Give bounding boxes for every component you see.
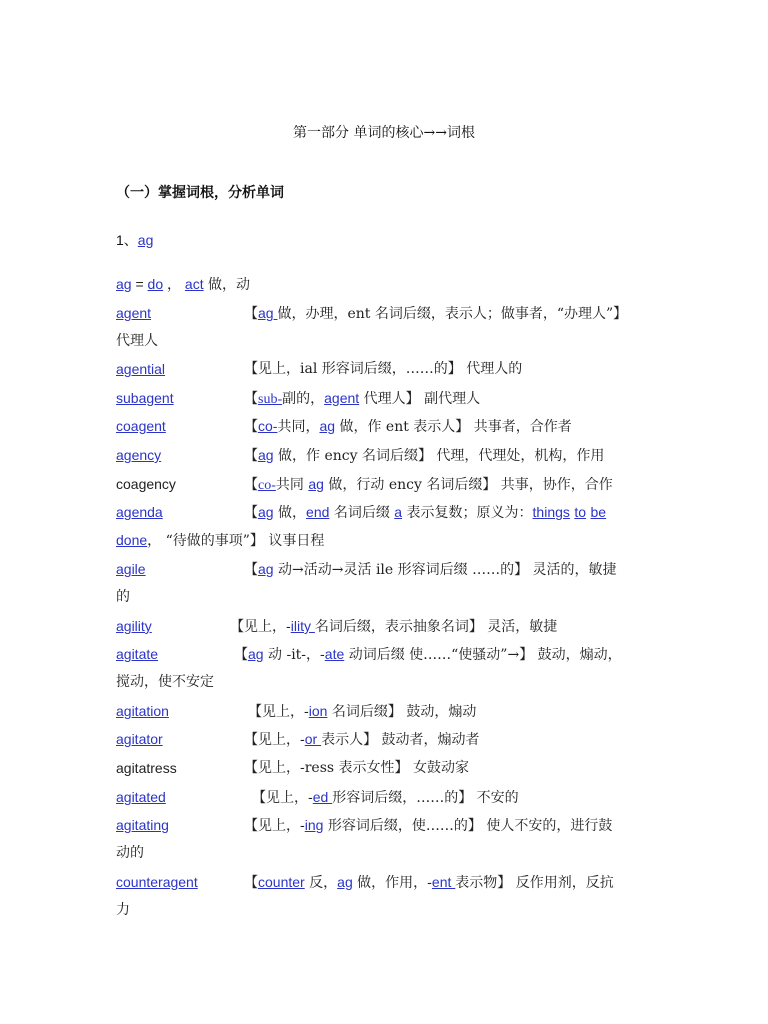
entry-agitation bbox=[116, 701, 477, 722]
ref-link[interactable]: ag bbox=[319, 418, 336, 434]
def-text: 【 bbox=[244, 875, 258, 891]
entry-continuation: 力 bbox=[116, 902, 130, 918]
def-text: 做，作用，- bbox=[352, 875, 432, 891]
ref-link[interactable]: be bbox=[590, 504, 607, 520]
entry-definition bbox=[244, 416, 572, 437]
entry-word[interactable]: agitated bbox=[116, 789, 166, 805]
ref-link[interactable]: things bbox=[532, 504, 570, 520]
def-text: 做， bbox=[273, 505, 307, 521]
entry-word: coagency bbox=[116, 476, 176, 492]
def-text: 【见上，- bbox=[248, 704, 309, 720]
entry-definition bbox=[244, 815, 612, 836]
ref-link[interactable]: agent bbox=[324, 390, 360, 406]
entry-continuation bbox=[116, 530, 324, 551]
entry-definition bbox=[230, 616, 557, 637]
entry-definition bbox=[234, 644, 622, 665]
def-text: 动→活动→灵活 ile 形容词后缀 ……的】 灵活的，敏捷 bbox=[273, 562, 617, 578]
def-text: 形容词后缀，使……的】 使人不安的，进行鼓 bbox=[323, 818, 613, 834]
entry-continuation: 的 bbox=[116, 589, 130, 605]
def-act-link[interactable]: act bbox=[184, 276, 204, 292]
entry-agent bbox=[116, 303, 656, 324]
entry-word[interactable]: agential bbox=[116, 361, 166, 377]
ref-link[interactable]: end bbox=[306, 504, 330, 520]
def-meaning: 做，动 bbox=[203, 277, 251, 293]
entry-word[interactable]: agitate bbox=[116, 646, 159, 662]
ref-link[interactable]: ag bbox=[308, 476, 324, 492]
entry-word[interactable]: agitating bbox=[116, 817, 169, 833]
def-text: 形容词后缀，……的】 不安的 bbox=[332, 790, 519, 806]
def-text: 【见上，- bbox=[244, 818, 305, 834]
section-heading: （一）掌握词根，分析单词 bbox=[116, 185, 284, 201]
page-title: 第一部分 单词的核心→→词根 bbox=[293, 125, 475, 141]
entry-word[interactable]: agitation bbox=[116, 703, 169, 719]
root-definition bbox=[116, 274, 250, 295]
def-text: 【 bbox=[244, 448, 258, 464]
def-text: 名词后缀】 鼓动，煽动 bbox=[327, 704, 477, 720]
def-text: 做，行动 ency 名词后缀】 共事，协作，合作 bbox=[323, 477, 613, 493]
ref-link[interactable]: ed bbox=[312, 789, 333, 805]
entry-word[interactable]: agility bbox=[116, 618, 152, 634]
entry-definition: 【见上，-ress 表示女性】 女鼓动家 bbox=[244, 760, 469, 776]
entry-agitate bbox=[116, 644, 622, 665]
ref-link[interactable]: ag bbox=[258, 305, 278, 321]
def-text: 【见上，- bbox=[252, 790, 313, 806]
entry-word[interactable]: coagent bbox=[116, 418, 166, 434]
ref-link[interactable]: ag bbox=[248, 646, 264, 662]
ref-link[interactable]: counter bbox=[258, 874, 305, 890]
ref-link[interactable]: sub- bbox=[258, 392, 283, 407]
def-text: 表示物】 反作用剂，反抗 bbox=[455, 875, 614, 891]
ref-link[interactable]: ag bbox=[337, 874, 353, 890]
entry-word[interactable]: counteragent bbox=[116, 874, 198, 890]
ref-link[interactable]: co- bbox=[258, 418, 278, 434]
def-text: 【见上，- bbox=[230, 619, 291, 635]
def-text: 做，办理，ent 名词后缀，表示人；做事者，“办理人”】 bbox=[277, 306, 628, 322]
entry-definition bbox=[244, 729, 480, 750]
ref-link[interactable]: to bbox=[574, 504, 587, 520]
ref-link[interactable]: ag bbox=[258, 504, 274, 520]
ref-link[interactable]: ate bbox=[324, 646, 345, 662]
root-link[interactable]: ag bbox=[137, 232, 154, 248]
ref-link[interactable]: ag bbox=[258, 447, 274, 463]
def-root-link[interactable]: ag bbox=[116, 276, 132, 292]
def-text: 副的， bbox=[282, 391, 325, 407]
entry-coagent bbox=[116, 416, 572, 437]
entry-definition bbox=[248, 701, 476, 722]
entry-definition bbox=[244, 474, 613, 496]
entry-word[interactable]: agenda bbox=[116, 504, 163, 520]
entry-definition bbox=[244, 445, 604, 466]
entry-agility bbox=[116, 616, 558, 637]
entry-agenda bbox=[116, 502, 607, 523]
def-text: 【 bbox=[244, 419, 258, 435]
entry-subagent bbox=[116, 388, 481, 409]
def-text: ， “待做的事项”】 议事日程 bbox=[147, 533, 325, 549]
entry-definition bbox=[244, 872, 614, 893]
def-text: 做，作 ent 表示人】 共事者，合作者 bbox=[335, 419, 572, 435]
entry-definition bbox=[244, 502, 606, 523]
def-text: 名词后缀，表示抽象名词】 灵活，敏捷 bbox=[314, 619, 558, 635]
def-text: 【 bbox=[244, 477, 258, 493]
entry-definition bbox=[244, 388, 480, 410]
entry-definition bbox=[244, 303, 627, 324]
entry-definition bbox=[252, 787, 519, 808]
entry-word[interactable]: agile bbox=[116, 561, 146, 577]
entry-agitator bbox=[116, 729, 480, 750]
def-text: 动 -it-，- bbox=[263, 647, 325, 663]
ref-link[interactable]: ag bbox=[258, 561, 274, 577]
ref-link[interactable]: ent bbox=[431, 874, 456, 890]
def-equals: = bbox=[131, 276, 148, 292]
entry-counteragent bbox=[116, 872, 614, 893]
root-heading bbox=[116, 230, 153, 250]
def-text: 【见上，- bbox=[244, 732, 305, 748]
def-text: 【 bbox=[244, 562, 258, 578]
def-text: 代理人】 副代理人 bbox=[359, 391, 481, 407]
def-sep: ， bbox=[163, 276, 185, 292]
entry-agile bbox=[116, 559, 617, 580]
entry-word[interactable]: subagent bbox=[116, 390, 174, 406]
entry-word[interactable]: agent bbox=[116, 305, 152, 321]
def-text: 【 bbox=[244, 391, 258, 407]
entry-word[interactable]: agency bbox=[116, 447, 162, 463]
def-text: 动词后缀 使……“使骚动”→】 鼓动，煽动， bbox=[344, 647, 622, 663]
def-text: 共同， bbox=[277, 419, 320, 435]
ref-link[interactable]: a bbox=[394, 504, 403, 520]
ref-link[interactable]: ility bbox=[290, 618, 315, 634]
ref-link[interactable]: ing bbox=[304, 817, 324, 833]
entry-definition bbox=[244, 559, 617, 580]
root-number: 1、 bbox=[116, 232, 138, 248]
ref-link[interactable]: or bbox=[304, 731, 322, 747]
def-text: 【 bbox=[234, 647, 248, 663]
entry-word: agitatress bbox=[116, 760, 177, 776]
def-text: 做，作 ency 名词后缀】 代理，代理处，机构，作用 bbox=[273, 448, 605, 464]
entry-continuation: 搅动，使不安定 bbox=[116, 674, 214, 690]
entry-continuation: 动的 bbox=[116, 845, 144, 861]
entry-agitating bbox=[116, 815, 613, 836]
entry-agitated bbox=[116, 787, 519, 808]
ref-link[interactable]: done bbox=[116, 532, 148, 548]
ref-link[interactable]: co- bbox=[258, 478, 276, 493]
ref-link[interactable]: ion bbox=[308, 703, 328, 719]
entry-agential bbox=[116, 359, 523, 380]
def-text: 共同 bbox=[275, 477, 309, 493]
entry-definition: 【见上，ial 形容词后缀，……的】 代理人的 bbox=[244, 361, 523, 377]
entry-agency bbox=[116, 445, 605, 466]
def-text: 【 bbox=[244, 505, 258, 521]
entry-word[interactable]: agitator bbox=[116, 731, 163, 747]
entry-coagency bbox=[116, 474, 613, 495]
def-text: 反， bbox=[304, 875, 338, 891]
def-text: 表示人】 鼓动者，煽动者 bbox=[321, 732, 480, 748]
entry-agitatress bbox=[116, 758, 469, 779]
def-text: 【 bbox=[244, 306, 258, 322]
entry-continuation: 代理人 bbox=[116, 333, 158, 349]
def-do-link[interactable]: do bbox=[147, 276, 164, 292]
def-text: 名词后缀 bbox=[329, 505, 395, 521]
def-text: 表示复数；原义为： bbox=[402, 505, 533, 521]
